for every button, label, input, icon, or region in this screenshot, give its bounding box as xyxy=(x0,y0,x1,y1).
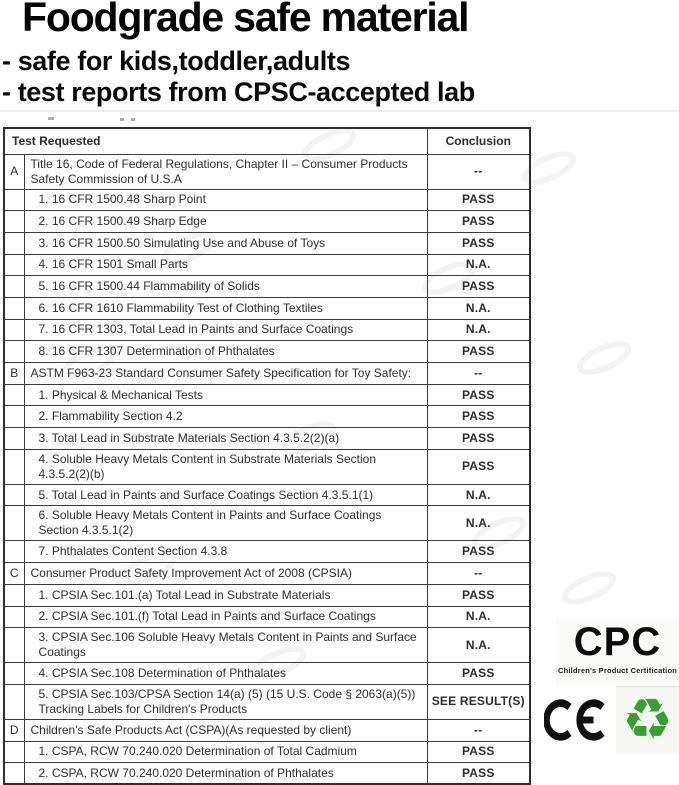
table-row xyxy=(4,663,530,685)
bullet-safe-for: - safe for kids,toddler,adults xyxy=(2,46,351,76)
row-section-letter xyxy=(4,628,24,663)
row-section-letter xyxy=(4,189,24,211)
table-row xyxy=(4,684,530,719)
row-conclusion: PASS xyxy=(427,189,530,211)
table-header-row xyxy=(4,128,530,154)
row-conclusion: N.A. xyxy=(427,484,530,506)
row-conclusion: N.A. xyxy=(427,606,530,628)
table-row xyxy=(4,606,530,628)
row-section-letter xyxy=(4,449,24,484)
table-row xyxy=(4,154,530,189)
row-section-letter xyxy=(4,406,24,428)
row-conclusion: -- xyxy=(427,154,530,189)
table-row xyxy=(4,297,530,319)
table-row xyxy=(4,428,530,450)
row-test-description: 5. Total Lead in Paints and Surface Coatings Section 4.3.5.1(1) xyxy=(24,484,427,506)
table-row xyxy=(4,341,530,363)
row-section-letter xyxy=(4,276,24,298)
watermark-swoosh xyxy=(572,334,636,381)
row-section-letter: B xyxy=(4,363,24,385)
row-conclusion: PASS xyxy=(427,276,530,298)
table-row xyxy=(4,254,530,276)
row-test-description: 3. CPSIA Sec.106 Soluble Heavy Metals Content in Paints and Surface Coatings xyxy=(24,628,427,663)
row-conclusion: PASS xyxy=(427,406,530,428)
row-test-description: 1. 16 CFR 1500.48 Sharp Point xyxy=(24,189,427,211)
test-report-table-container xyxy=(3,127,531,785)
table-row xyxy=(4,384,530,406)
row-section-letter xyxy=(4,254,24,276)
row-test-description: Children's Safe Products Act (CSPA)(As requested by client) xyxy=(24,719,427,741)
row-conclusion: N.A. xyxy=(427,628,530,663)
table-row xyxy=(4,741,530,763)
table-row xyxy=(4,628,530,663)
row-section-letter: A xyxy=(4,154,24,189)
cpc-logo-text: CPC xyxy=(573,620,662,664)
row-test-description: 4. CPSIA Sec.108 Determination of Phthalates xyxy=(24,663,427,685)
row-conclusion: PASS xyxy=(427,663,530,685)
row-conclusion: PASS xyxy=(427,384,530,406)
table-row xyxy=(4,211,530,233)
row-test-description: 1. CPSIA Sec.101.(a) Total Lead in Substrate Materials xyxy=(24,584,427,606)
row-test-description: 2. 16 CFR 1500.49 Sharp Edge xyxy=(24,211,427,233)
row-conclusion: N.A. xyxy=(427,319,530,341)
row-section-letter xyxy=(4,484,24,506)
row-test-description: 3. Total Lead in Substrate Materials Section 4.3.5.2(2)(a) xyxy=(24,428,427,450)
row-section-letter xyxy=(4,606,24,628)
row-conclusion: -- xyxy=(427,719,530,741)
row-section-letter xyxy=(4,663,24,685)
row-test-description: 5. 16 CFR 1500.44 Flammability of Solids xyxy=(24,276,427,298)
table-row xyxy=(4,232,530,254)
row-section-letter: D xyxy=(4,719,24,741)
row-test-description: ASTM F963-23 Standard Consumer Safety Specification for Toy Safety: xyxy=(24,363,427,385)
row-conclusion: PASS xyxy=(427,541,530,563)
row-conclusion: N.A. xyxy=(427,254,530,276)
table-row xyxy=(4,563,530,585)
row-test-description: 7. Phthalates Content Section 4.3.8 xyxy=(24,541,427,563)
row-conclusion: N.A. xyxy=(427,506,530,541)
row-conclusion: PASS xyxy=(427,341,530,363)
row-test-description: 2. CPSIA Sec.101.(f) Total Lead in Paints and Surface Coatings xyxy=(24,606,427,628)
row-test-description: 7. 16 CFR 1303, Total Lead in Paints and Surface Coatings xyxy=(24,319,427,341)
row-section-letter xyxy=(4,684,24,719)
row-test-description: 4. 16 CFR 1501 Small Parts xyxy=(24,254,427,276)
row-conclusion: -- xyxy=(427,363,530,385)
row-conclusion: PASS xyxy=(427,232,530,254)
row-conclusion: PASS xyxy=(427,763,530,785)
scan-artifact-fragment xyxy=(120,118,124,121)
row-test-description: Title 16, Code of Federal Regulations, Chapter II – Consumer Products Safety Commission of U.S.A xyxy=(24,154,427,189)
row-section-letter xyxy=(4,763,24,785)
bullet-test-reports: - test reports from CPSC-accepted lab xyxy=(2,77,475,107)
row-test-description: 6. Soluble Heavy Metals Content in Paints and Surface Coatings Section 4.3.5.1(2) xyxy=(24,506,427,541)
row-section-letter xyxy=(4,319,24,341)
report-table-body xyxy=(4,154,530,784)
row-section-letter xyxy=(4,584,24,606)
row-conclusion: PASS xyxy=(427,211,530,233)
row-conclusion: SEE RESULT(S) xyxy=(427,684,530,719)
table-row xyxy=(4,189,530,211)
row-test-description: 8. 16 CFR 1307 Determination of Phthalates xyxy=(24,341,427,363)
row-test-description: 5. CPSIA Sec.103/CPSA Section 14(a) (5) (15 U.S. Code § 2063(a)(5)) Tracking Labels for Children's Products xyxy=(24,684,427,719)
test-report-table xyxy=(3,127,531,785)
table-row xyxy=(4,719,530,741)
row-section-letter xyxy=(4,541,24,563)
row-test-description: 2. CSPA, RCW 70.240.020 Determination of Phthalates xyxy=(24,763,427,785)
row-section-letter xyxy=(4,428,24,450)
table-row xyxy=(4,363,530,385)
row-test-description: 1. CSPA, RCW 70.240.020 Determination of Total Cadmium xyxy=(24,741,427,763)
table-row xyxy=(4,584,530,606)
row-test-description: 3. 16 CFR 1500.50 Simulating Use and Abuse of Toys xyxy=(24,232,427,254)
row-section-letter xyxy=(4,506,24,541)
table-row xyxy=(4,319,530,341)
column-header-conclusion: Conclusion xyxy=(427,128,530,154)
table-row xyxy=(4,541,530,563)
row-section-letter xyxy=(4,297,24,319)
row-conclusion: -- xyxy=(427,563,530,585)
row-conclusion: PASS xyxy=(427,741,530,763)
row-section-letter xyxy=(4,384,24,406)
cpc-logo-subtext: Children's Product Certification xyxy=(557,666,678,675)
table-row xyxy=(4,484,530,506)
row-test-description: 2. Flammability Section 4.2 xyxy=(24,406,427,428)
table-row xyxy=(4,406,530,428)
row-section-letter: C xyxy=(4,563,24,585)
row-test-description: 1. Physical & Mechanical Tests xyxy=(24,384,427,406)
row-test-description: Consumer Product Safety Improvement Act of 2008 (CPSIA) xyxy=(24,563,427,585)
table-row xyxy=(4,449,530,484)
row-section-letter xyxy=(4,232,24,254)
row-section-letter xyxy=(4,741,24,763)
row-test-description: 4. Soluble Heavy Metals Content in Substrate Materials Section 4.3.5.2(2)(b) xyxy=(24,449,427,484)
row-conclusion: PASS xyxy=(427,584,530,606)
row-test-description: 6. 16 CFR 1610 Flammability Test of Clothing Textiles xyxy=(24,297,427,319)
row-conclusion: N.A. xyxy=(427,297,530,319)
row-section-letter xyxy=(4,341,24,363)
recycling-icon: ♻ xyxy=(621,687,674,753)
table-row xyxy=(4,506,530,541)
row-section-letter xyxy=(4,211,24,233)
table-row xyxy=(4,763,530,785)
row-conclusion: PASS xyxy=(427,428,530,450)
scan-artifact-line xyxy=(0,110,679,112)
cpc-logo xyxy=(556,617,679,687)
scan-artifact-fragment xyxy=(131,118,135,121)
row-conclusion: PASS xyxy=(427,449,530,484)
recycling-symbol-box xyxy=(616,686,679,754)
watermark-swoosh xyxy=(557,564,621,611)
table-row xyxy=(4,276,530,298)
column-header-test-requested: Test Requested xyxy=(4,128,427,154)
ce-mark-icon xyxy=(544,697,610,748)
scan-artifact-fragment xyxy=(48,117,54,120)
page-title: Foodgrade safe material xyxy=(22,0,469,40)
